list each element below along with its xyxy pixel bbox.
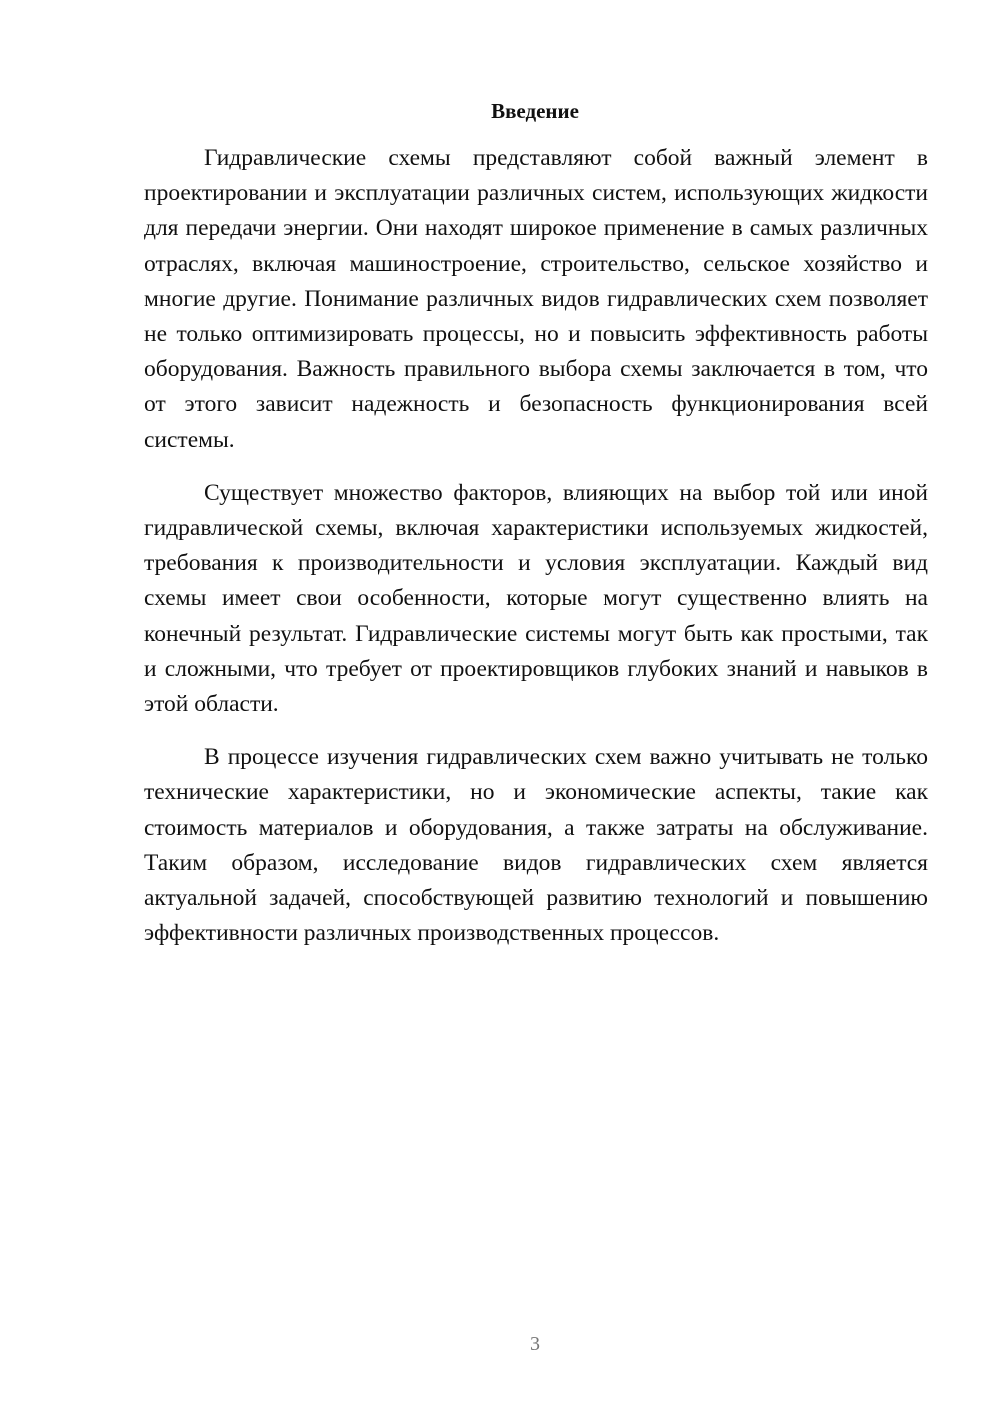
paragraph-2: Существует множество факторов, влияющих на выбор той или иной гидравлической схемы, включая характеристики используемых жидкостей, требования к производительности и условия эксплуатации. Каждый вид схемы имеет свои особенности, которые могут существенно влиять на конечный результат. Гидравлические системы могут быть как простыми, так и сложными, что требует от проектировщиков глубоких знаний и навыков в этой области. xyxy=(144,479,928,718)
page-number: 3 xyxy=(530,1333,540,1355)
body-text xyxy=(144,141,928,951)
section-title: Введение xyxy=(491,99,579,123)
paragraph-1: Гидравлические схемы представляют собой важный элемент в проектировании и эксплуатации различных систем, использующих жидкости для передачи энергии. Они находят широкое применение в самых различных отраслях, включая машиностроение, строительство, сельское хозяйство и многие другие. Понимание различных видов гидравлических схем позволяет не только оптимизировать процессы, но и повысить эффективность работы оборудования. Важность правильного выбора схемы заключается в том, что от этого зависит надежность и безопасность функционирования всей системы. xyxy=(144,145,928,453)
paragraph-3: В процессе изучения гидравлических схем важно учитывать не только технические характеристики, но и экономические аспекты, такие как стоимость материалов и оборудования, а также затраты на обслуживание. Таким образом, исследование видов гидравлических схем является актуальной задачей, способствующей развитию технологий и повышению эффективности различных производственных процессов. xyxy=(144,744,928,947)
